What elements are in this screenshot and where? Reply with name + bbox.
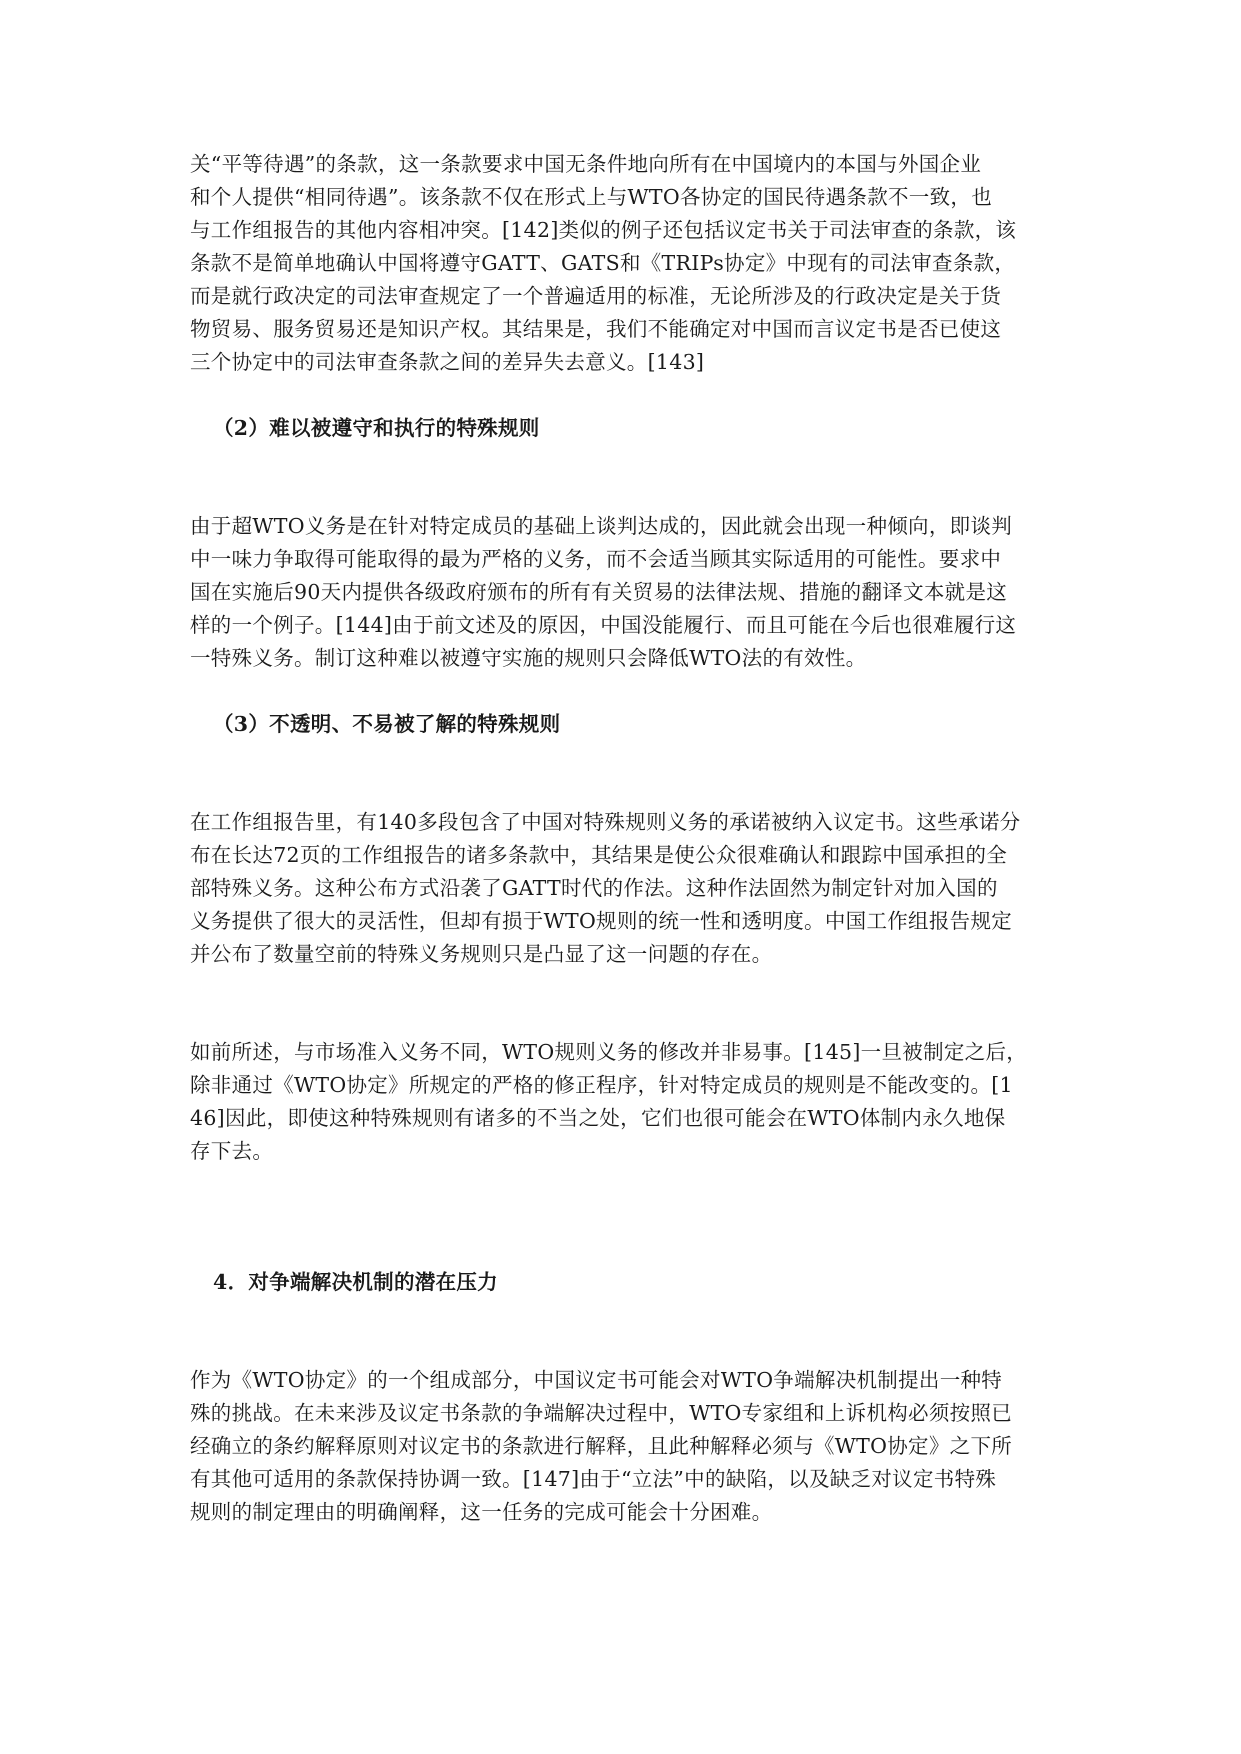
text-line: 如前所述，与市场准入义务不同，WTO规则义务的修改并非易事。[145]一旦被制定之后， [190,1040,1028,1064]
text-line: 在工作组报告里，有140多段包含了中国对特殊规则义务的承诺被纳入议定书。这些承诺分 [190,810,1021,834]
text-line: 义务提供了很大的灵活性，但却有损于WTO规则的统一性和透明度。中国工作组报告规定 [190,909,1013,933]
text-line: 中一味力争取得可能取得的最为严格的义务，而不会适当顾其实际适用的可能性。要求中 [190,547,1002,571]
text-line: 条款不是简单地确认中国将遵守GATT、GATS和《TRIPs协定》中现有的司法审查条款， [190,251,1016,275]
text-line: 物贸易、服务贸易还是知识产权。其结果是，我们不能确定对中国而言议定书是否已使这 [190,317,1002,341]
text-line: 一特殊义务。制订这种难以被遵守实施的规则只会降低WTO法的有效性。 [190,646,867,670]
paragraph-wto-plus-obligations [190,510,1056,675]
text-line: 经确立的条约解释原则对议定书的条款进行解释，且此种解释必须与《WTO协定》之下所 [190,1434,1013,1458]
section-heading-non-transparent: （3）不透明、不易被了解的特殊规则 [213,712,561,736]
text-line: 规则的制定理由的明确阐释，这一任务的完成可能会十分困难。 [190,1500,773,1524]
text-line: 殊的挑战。在未来涉及议定书条款的争端解决过程中，WTO专家组和上诉机构必须按照已 [190,1401,1013,1425]
text-line: 国在实施后90天内提供各级政府颁布的所有有关贸易的法律法规、措施的翻译文本就是这 [190,580,1008,604]
text-line: 存下去。 [190,1139,274,1163]
section-heading-hard-to-comply: （2）难以被遵守和执行的特殊规则 [213,416,540,440]
paragraph-equal-treatment [190,148,1056,379]
section-heading-dispute-settlement: 4．对争端解决机制的潜在压力 [213,1270,498,1294]
text-line: 和个人提供“相同待遇”。该条款不仅在形式上与WTO各协定的国民待遇条款不一致，也 [190,185,993,209]
text-line: 除非通过《WTO协定》所规定的严格的修正程序，针对特定成员的规则是不能改变的。[1 [190,1073,1013,1097]
paragraph-rule-modification [190,1036,1056,1168]
text-line: 与工作组报告的其他内容相冲突。[142]类似的例子还包括议定书关于司法审查的条款，该 [190,218,1017,242]
text-line: 样的一个例子。[144]由于前文述及的原因，中国没能履行、而且可能在今后也很难履行这 [190,613,1017,637]
text-line: 而是就行政决定的司法审查规定了一个普遍适用的标准，无论所涉及的行政决定是关于货 [190,284,1002,308]
text-line: 布在长达72页的工作组报告的诸多条款中，其结果是使公众很难确认和跟踪中国承担的全 [190,843,1008,867]
paragraph-dispute-settlement [190,1364,1056,1529]
text-line: 三个协定中的司法审查条款之间的差异失去意义。[143] [190,350,705,374]
text-line: 由于超WTO义务是在针对特定成员的基础上谈判达成的，因此就会出现一种倾向，即谈判 [190,514,1013,538]
text-line: 作为《WTO协定》的一个组成部分，中国议定书可能会对WTO争端解决机制提出一种特 [190,1368,1003,1392]
paragraph-working-party-report [190,806,1056,971]
text-line: 有其他可适用的条款保持协调一致。[147]由于“立法”中的缺陷，以及缺乏对议定书特殊 [190,1467,997,1491]
text-line: 并公布了数量空前的特殊义务规则只是凸显了这一问题的存在。 [190,942,773,966]
text-line: 部特殊义务。这种公布方式沿袭了GATT时代的作法。这种作法固然为制定针对加入国的 [190,876,998,900]
text-line: 46]因此，即使这种特殊规则有诸多的不当之处，它们也很可能会在WTO体制内永久地保 [190,1106,1006,1130]
text-line: 关“平等待遇”的条款，这一条款要求中国无条件地向所有在中国境内的本国与外国企业 [190,152,982,176]
